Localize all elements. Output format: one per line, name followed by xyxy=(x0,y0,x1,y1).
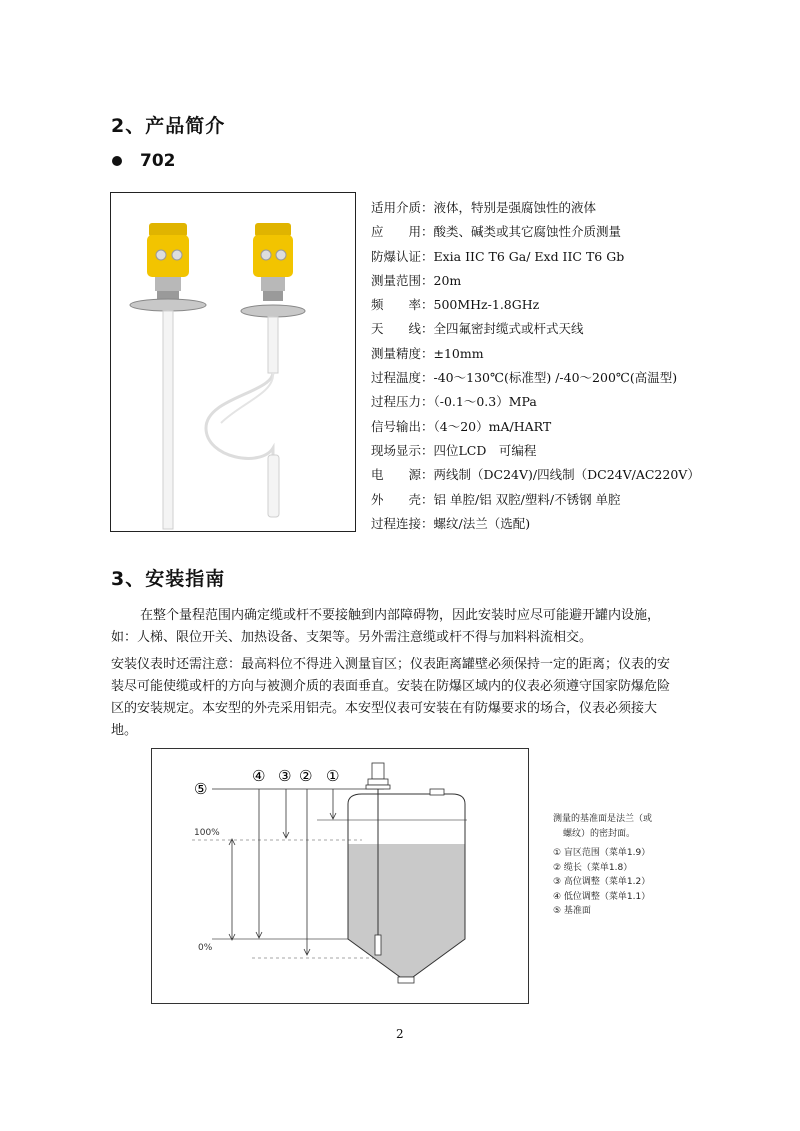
install-paragraph-1-line-2: 如：人梯、限位开关、加热设备、支架等。另外需注意缆或杆不得与加料料流相交。 xyxy=(111,630,593,645)
spec-row: 过程压力：（-0.1～0.3）MPa xyxy=(371,394,537,410)
installation-diagram xyxy=(151,748,529,1004)
install-paragraph-2-line-4: 地。 xyxy=(111,723,138,738)
legend-item: ④ 低位调整（菜单1.1） xyxy=(553,891,651,902)
spec-row: 信号输出：（4～20）mA/HART xyxy=(371,418,552,434)
cable-instrument xyxy=(206,223,305,517)
spec-row: 天 线：全四氟密封缆式或杆式天线 xyxy=(371,321,584,337)
spec-row: 适用介质：液体，特别是强腐蚀性的液体 xyxy=(371,200,597,215)
diagram-legend xyxy=(553,812,663,919)
install-paragraph-2-line-3: 区的安装规定。本安型的外壳采用铝壳。本安型仪表可安装在有防爆要求的场合，仪表必须接大 xyxy=(111,701,658,716)
marker-3: ③ xyxy=(278,767,292,785)
dimension-arrows xyxy=(229,789,336,955)
spec-row: 应 用：酸类、碱类或其它腐蚀性介质测量 xyxy=(371,224,622,240)
spec-row: 外 壳：铝 单腔/铝 双腔/塑料/不锈钢 单腔 xyxy=(371,491,621,507)
label-100-percent: 100% xyxy=(194,828,220,838)
install-paragraph-2-line-1: 安装仪表时还需注意：最高料位不得进入测量盲区；仪表距离罐壁必须保持一定的距离；仪表的安 xyxy=(111,657,671,672)
bullet-icon xyxy=(112,156,122,166)
spec-list xyxy=(371,196,781,536)
spec-row: 过程温度：-40～130℃(标准型) /-40～200℃(高温型) xyxy=(371,370,678,386)
spec-row: 频 率：500MHz-1.8GHz xyxy=(371,297,540,313)
legend-note-line-2: 螺纹）的密封面。 xyxy=(563,828,636,839)
marker-5: ⑤ xyxy=(194,780,208,798)
page-number: 2 xyxy=(396,1027,404,1041)
install-paragraph-1-line-1: 在整个量程范围内确定缆或杆不要接触到内部障碍物，因此安装时应尽可能避开罐内设施， xyxy=(140,608,661,623)
marker-4: ④ xyxy=(252,767,266,785)
product-illustration xyxy=(111,193,355,531)
spec-row: 电 源：两线制（DC24V)/四线制（DC24V/AC220V） xyxy=(371,467,700,483)
section-3-title: 3、安装指南 xyxy=(111,568,226,590)
legend-item: ② 缆长（菜单1.8） xyxy=(553,862,633,873)
spec-row: 现场显示：四位LCD 可编程 xyxy=(371,442,537,458)
legend-item: ① 盲区范围（菜单1.9） xyxy=(553,848,651,858)
legend-item: ⑤ 基准面 xyxy=(553,906,591,916)
tank xyxy=(348,763,465,983)
spec-row: 测量范围：20m xyxy=(371,272,462,288)
model-number: 702 xyxy=(140,151,176,171)
product-photo xyxy=(110,192,356,532)
label-0-percent: 0% xyxy=(198,943,213,953)
marker-2: ② xyxy=(299,767,313,785)
spec-row: 测量精度：±10mm xyxy=(371,345,484,361)
spec-row: 防爆认证：Exia IIC T6 Ga/ Exd IIC T6 Gb xyxy=(371,248,625,264)
marker-1: ① xyxy=(326,767,340,785)
spec-row: 过程连接：螺纹/法兰（选配) xyxy=(371,515,531,531)
legend-note-line-1: 测量的基准面是法兰（或 xyxy=(553,814,653,824)
rod-instrument xyxy=(130,223,206,529)
install-paragraph-2-line-2: 装尽可能使缆或杆的方向与被测介质的表面垂直。安装在防爆区域内的仪表必须遵守国家防爆危险 xyxy=(111,679,671,694)
legend-item: ③ 高位调整（菜单1.2） xyxy=(553,877,651,887)
tank-drawing xyxy=(152,749,528,1003)
section-2-title: 2、产品简介 xyxy=(111,115,226,137)
